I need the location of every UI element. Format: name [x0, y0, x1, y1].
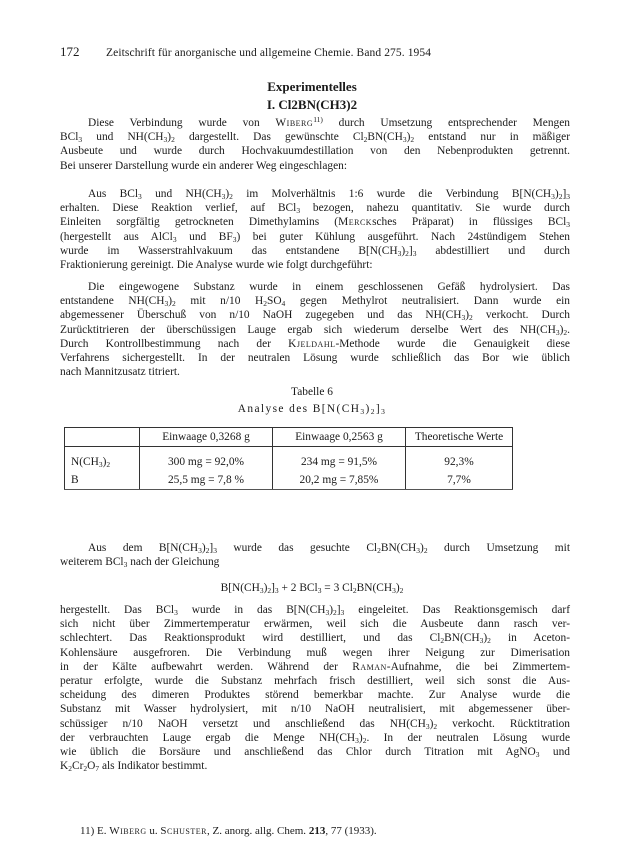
- subscript: 3: [416, 546, 421, 555]
- section-title: Experimentelles: [267, 79, 357, 94]
- page-number: 172: [60, 44, 80, 59]
- text-line: erhalten. Diese Reaktion verlief, auf BCl$_3$ bezogen, nahezu quantitativ. Sie wurde durch: [60, 202, 570, 216]
- table-header-cell: [65, 428, 140, 447]
- text-line: BCl$_3$ und $NH(CH_3)_2$ dargestellt. Das gewünschte $Cl_2BN(CH_3)_2$ entstand nur in mäßiger: [60, 131, 570, 145]
- subscript: 3: [317, 586, 322, 595]
- text-line: Aus dem $B[N(CH_3)_2]_3$ wurde das gesuchte $Cl_2BN(CH_3)_2$ durch Umsetzung mit: [88, 542, 570, 555]
- text-line: Bei unserer Darstellung wurde ein anderer Weg eingeschlagen:: [60, 159, 348, 172]
- text-line: entstandene $NH(CH_3)_2$ mit n/10 $H_2SO_4$ gegen Methylrot neutralisiert. Dann wurde ein: [60, 295, 570, 309]
- text-line: abgemessener Überschuß von n/10 NaOH zugegeben und das $NH(CH_3)_2$ verkocht. Durch: [60, 309, 570, 323]
- subscript: 4: [281, 299, 286, 309]
- subscript: 2: [68, 764, 72, 774]
- author-name: Schuster: [160, 825, 207, 837]
- analysis-table: [64, 427, 513, 490]
- subscript: 3: [397, 248, 402, 258]
- table-row: [65, 471, 513, 490]
- subscript: 3: [123, 560, 128, 570]
- subscript: 3: [221, 192, 226, 201]
- text-line: weiterem BCl$_3$ nach der Gleichung: [60, 556, 220, 570]
- table-cell: 300 mg = 92,0%: [140, 447, 273, 472]
- subscript: 2: [433, 721, 438, 731]
- subscript: 3: [412, 248, 417, 258]
- author-name: Wiberg: [109, 825, 147, 837]
- subscript: 3: [172, 234, 177, 244]
- subsection-numeral: I.: [266, 97, 276, 112]
- table-caption: Tabelle 6: [291, 386, 333, 398]
- subscript: 3: [232, 234, 237, 244]
- table-cell: $N(CH_3)_2$: [65, 447, 140, 472]
- subscript: 2: [171, 135, 175, 145]
- reaction-equation: $B[N(CH_3)_2]_3 + 2$ BCl$_3$ = 3 $Cl_2BN(CH_3)_2$: [220, 582, 404, 595]
- subscript: 2: [370, 407, 376, 416]
- subscript: 2: [377, 546, 381, 555]
- paragraph-1: [60, 116, 570, 173]
- paragraph-4: [60, 541, 570, 569]
- subscript: 2: [229, 192, 233, 201]
- text-line: schüssiger n/10 NaOH versetzt und anschließend das $NH(CH_3)_2$ verkocht. Rücktitration: [60, 717, 570, 731]
- text-line: der verbrauchten Lauge ergab die Menge $NH(CH_3)_2$. In der neutralen Lösung wurde: [60, 731, 570, 745]
- author-name: Wiberg: [275, 117, 314, 129]
- subscript: 2: [399, 586, 404, 595]
- subscript: 3: [78, 135, 83, 145]
- table-cell: 25,5 mg = 7,8 %: [140, 471, 273, 490]
- subscript: 2: [558, 192, 563, 201]
- running-header: [60, 44, 570, 60]
- text-line: Kohlensäure ausgefroren. Die Verbindung muß wegen ihrer Neigung zur Dimerisation: [60, 646, 570, 659]
- table-cell: 7,7%: [406, 471, 513, 490]
- subscript: 3: [551, 192, 555, 201]
- subscript: 2: [423, 546, 428, 555]
- paragraph-3: [60, 280, 570, 379]
- table-cell: 92,3%: [406, 447, 513, 472]
- subscript: 2: [333, 608, 337, 617]
- text-line: Ausbeute und wurde durch Hochvakuumdestillation von den Nebenprodukten getrennt.: [60, 145, 570, 158]
- subscript: 2: [405, 248, 409, 258]
- subscript: 3: [174, 608, 178, 617]
- author-name: Raman: [352, 660, 387, 673]
- subscript: 2: [487, 636, 491, 646]
- subscript: 3: [461, 313, 466, 323]
- subscript: 3: [402, 135, 407, 145]
- subscript: 3: [566, 220, 570, 230]
- table-header-cell: Einwaage 0,2563 g: [273, 428, 406, 447]
- paragraph-5: [60, 603, 570, 773]
- subscript: 2: [267, 586, 272, 595]
- text-line: wie üblich die Borsäure und anschließend das Chlor durch Titration mit AgNO$_3$ und: [60, 746, 570, 760]
- subscript: 3: [479, 636, 484, 646]
- footnote: 11) E. Wiberg u. Schuster, Z. anorg. allg. Chem. 213, 77 (1933).: [80, 825, 377, 837]
- subscript: 7: [95, 764, 100, 774]
- subscript: 2: [410, 135, 415, 145]
- footnote-marker: 11): [313, 115, 323, 124]
- text-line: peratur erfolgte, wurde die Substanz mehrfach frisch destilliert, weil sich sonst die Aus-: [60, 675, 570, 688]
- table-header-cell: Theoretische Werte: [406, 428, 513, 447]
- subsection-formula: Cl2BN(CH3)2: [278, 97, 358, 112]
- subscript: 3: [213, 546, 217, 555]
- journal-title: Zeitschrift für anorganische und allgemeine Chemie. Band 275. 1954: [106, 47, 432, 59]
- text-line: hergestellt. Das BCl$_3$ wurde in das $B[N(CH_3)_2]_3$ eingeleitet. Das Reaktionsgemisch darf: [60, 604, 571, 617]
- subscript: 3: [566, 192, 571, 201]
- table-cell: 20,2 mg = 7,85%: [273, 471, 406, 490]
- table-cell: B: [65, 471, 140, 490]
- text-line: Fraktionierung gereinigt. Die Analyse wurde wie folgt durchgeführt:: [60, 259, 373, 272]
- subscript: 2: [362, 735, 367, 745]
- text-line: Substanz mit Wasser hydrolysiert, mit n/10 NaOH neutralisiert, mit abgemessener über-: [60, 703, 570, 716]
- subscript: 3: [325, 608, 330, 617]
- subscript: 2: [563, 327, 568, 337]
- subscript: 2: [106, 460, 111, 469]
- subscript: 2: [263, 299, 267, 309]
- subscript: 3: [296, 206, 301, 216]
- table-header-row: [65, 428, 513, 447]
- subscript: 3: [274, 586, 279, 595]
- author-name: Merck: [338, 216, 373, 229]
- subscript: 3: [555, 327, 560, 337]
- subscript: 3: [259, 586, 264, 595]
- subscript: 2: [83, 764, 88, 774]
- text-line: wurde im Wasserstrahlvakuum das entstandene $B[N(CH_3)_2]_3$ abdestilliert und durch: [60, 244, 570, 258]
- text-line: Durch Kontrollbestimmung nach der Kjeldahl-Methode wurde die Genauigkeit diese: [60, 337, 570, 350]
- text-line: Zurücktitrieren der überschüssigen Lauge ergab sich wiederum derselbe Wert des $NH(CH_3)_2$.: [60, 323, 570, 337]
- volume-number: 213: [308, 825, 326, 837]
- author-name: Kjeldahl: [288, 337, 336, 350]
- subscript: 3: [425, 721, 430, 731]
- table-header-cell: Einwaage 0,3268 g: [140, 428, 273, 447]
- subscript: 3: [392, 586, 396, 595]
- text-line: Die eingewogene Substanz wurde in einem geschlossenen Gefäß hydrolysiert. Das: [88, 281, 570, 293]
- subscript: 2: [469, 313, 473, 323]
- subsection-title: [0, 97, 624, 113]
- subscript: 3: [381, 407, 387, 416]
- subscript: 3: [163, 135, 168, 145]
- text-line: Verfahrens sichergestellt. In der neutralen Lösung wurde schließlich das Bor wie üblich: [60, 352, 570, 365]
- text-line: schlechtert. Das Reaktionsprodukt wird destilliert, und das $Cl_2BN(CH_3)_2$ in Aceton-: [60, 632, 570, 646]
- subscript: 2: [440, 636, 445, 646]
- subscript: 3: [98, 460, 103, 469]
- subscript: 3: [535, 750, 540, 760]
- text-line: (hergestellt aus AlCl$_3$ und $BF_3$) bei guter Kühlung ausgeführt. Nach 24stündigem Stehen: [60, 230, 571, 244]
- subscript: 3: [164, 299, 169, 309]
- table-subcaption: Analyse des $B[N(CH_3)_2]_3$: [237, 403, 387, 416]
- subscript: 3: [355, 735, 359, 745]
- text-line: nach Mannitzusatz titriert.: [60, 366, 180, 379]
- subscript: 3: [138, 192, 142, 201]
- subscript: 2: [352, 586, 357, 595]
- table-row: [65, 447, 513, 472]
- subscript: 2: [205, 546, 210, 555]
- text-line: in der Kälte aufbewahrt werden. Während der Raman-Aufnahme, die bei Zimmertem-: [60, 660, 570, 673]
- subscript: 3: [198, 546, 202, 555]
- subscript: 2: [363, 135, 368, 145]
- text-line: $K_2Cr_2O_7$ als Indikator bestimmt.: [60, 760, 208, 774]
- paragraph-2: [60, 187, 570, 272]
- table-cell: 234 mg = 91,5%: [273, 447, 406, 472]
- subscript: 3: [360, 407, 366, 416]
- text-line: sich nicht über Zimmertemperatur erwärmen, weil sich die Ausbeute dann rasch ver-: [60, 618, 570, 631]
- subscript: 3: [340, 608, 345, 617]
- text-line: Diese Verbindung wurde von Wiberg$^{11)}$ durch Umsetzung entsprechender Mengen: [88, 115, 570, 129]
- text-line: Aus BCl$_3$ und $NH(CH_3)_2$ im Molverhältnis 1:6 wurde die Verbindung $B[N(CH_3)_2]_3$: [88, 188, 571, 201]
- text-line: Einleiten sorgfältig getrockneten Dimethylamins (Mercksches Präparat) in flüssiges BCl$_3$: [60, 216, 570, 230]
- text-line: scheidung des dimeren Produktes störend bemerkbar machte. Zur Analyse wurde die: [60, 689, 570, 702]
- subscript: 2: [172, 299, 176, 309]
